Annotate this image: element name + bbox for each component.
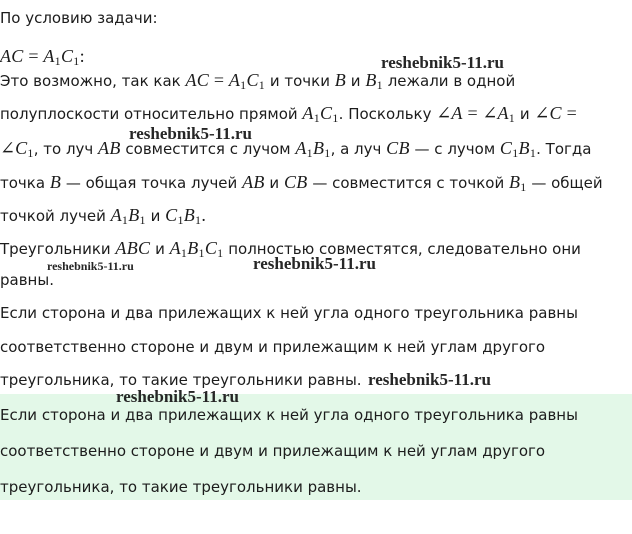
theorem-line: треугольника, то такие треугольники равны. [0, 371, 362, 389]
paragraph-line: Это возможно, так как AC = $A_1C_1$ и точки B и $B_1$ лежали в одной [0, 70, 516, 92]
paragraph-line: Треугольники ABC и $A_1B_1C_1$ полностью совместятся, следовательно они [0, 238, 581, 260]
solution-heading: По условию задачи: [0, 9, 158, 27]
paragraph-line: полуплоскости относительно прямой $A_1C_1$. Поскольку ∠A = $\angle A_1$ и ∠C = [0, 103, 577, 125]
theorem-line: соответственно стороне и двум и прилежащим к ней углам другого [0, 338, 546, 356]
highlight-theorem-line: соответственно стороне и двум и прилежащим к ней углам другого [0, 442, 546, 460]
watermark: reshebnik5-11.ru [116, 387, 239, 406]
paragraph-line: $\angle C_1$, то луч AB совместится с лучом $A_1B_1$, а луч CB — с лучом $C_1B_1$. Тогда [0, 138, 592, 160]
watermark: reshebnik5-11.ru [47, 259, 134, 273]
highlight-theorem-line: Если сторона и два прилежащих к ней угла одного треугольника равны [0, 406, 578, 424]
watermark: reshebnik5-11.ru [129, 124, 252, 143]
paragraph-line: точка B — общая точка лучей AB и CB — совместится с точкой $B_1$ — общей [0, 172, 603, 194]
equation-ac: AC = $A_1C_1$: [0, 46, 85, 68]
watermark: reshebnik5-11.ru [253, 254, 376, 273]
highlight-theorem-line: треугольника, то такие треугольники равны. [0, 478, 362, 496]
watermark: reshebnik5-11.ru [368, 370, 491, 389]
paragraph-line: равны. [0, 271, 54, 289]
watermark: reshebnik5-11.ru [381, 53, 504, 72]
paragraph-line: точкой лучей $A_1B_1$ и $C_1B_1$. [0, 205, 206, 227]
theorem-line: Если сторона и два прилежащих к ней угла одного треугольника равны [0, 304, 578, 322]
